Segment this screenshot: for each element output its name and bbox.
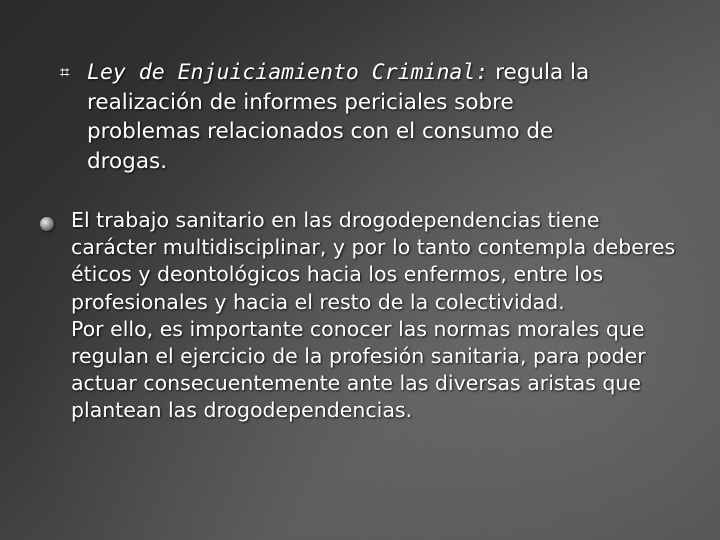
law-description: regula la realización de informes periciales sobre problemas relacionados con el consumo de drogas. xyxy=(87,60,590,174)
paragraph-multidisciplinary: El trabajo sanitario en las drogodependencias tiene carácter multidisciplinar, y por lo tanto contempla deberes éticos y deontológicos hacia los enfermos, entre los profesionales y hacia el resto de la colectividad. xyxy=(71,208,676,314)
bullet-health-work xyxy=(40,207,680,425)
hash-bullet-icon: ⌗ xyxy=(60,63,70,83)
paragraph-moral-norms: Por ello, es importante conocer las normas morales que regulan el ejercicio de la profesión sanitaria, para poder actuar consecuentemente ante las diversas aristas que plantean las drogodependencias. xyxy=(71,316,646,423)
bullet-law xyxy=(60,58,620,176)
round-bullet-icon xyxy=(40,217,54,231)
bullet-health-work-text xyxy=(71,207,680,425)
bullet-law-text xyxy=(87,58,620,176)
law-name: Ley de Enjuiciamiento Criminal: xyxy=(87,60,489,85)
